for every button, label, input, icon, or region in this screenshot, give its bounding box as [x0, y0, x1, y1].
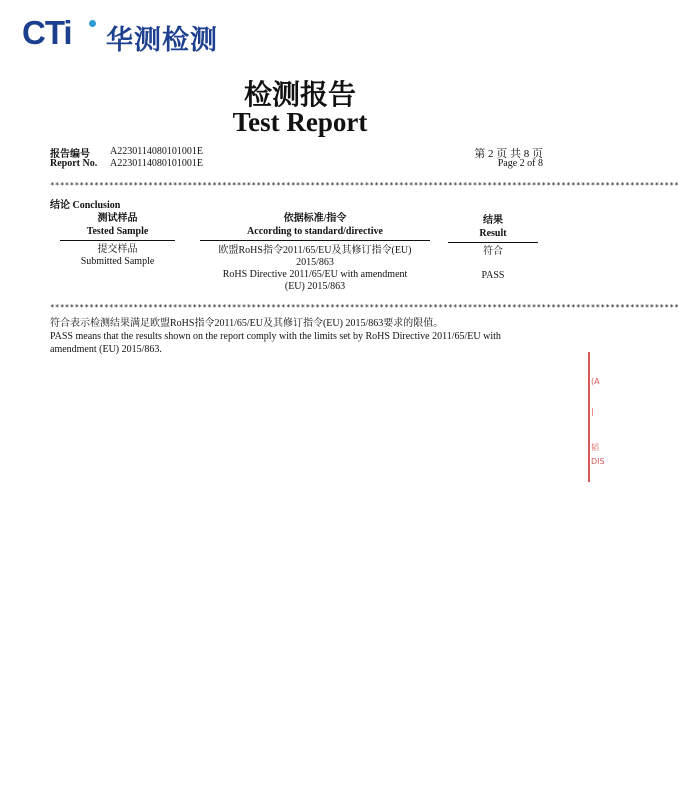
partial-seal-stamp	[588, 352, 605, 482]
header-underline	[60, 240, 175, 241]
seal-char: 韬	[591, 443, 599, 452]
seal-char: |	[591, 407, 594, 416]
cell-standard-cn-line2: 2015/863	[296, 257, 334, 268]
logo-latin-text: CTi	[22, 14, 72, 51]
report-number-label-cn: 报告编号	[50, 149, 90, 160]
cell-sample	[60, 244, 175, 268]
cell-standard-en-line2: (EU) 2015/863	[284, 281, 346, 292]
header-standard-en: According to standard/directive	[247, 226, 383, 237]
table-header-result	[448, 214, 538, 243]
conclusion-label: 结论 Conclusion	[50, 200, 121, 211]
header-result-cn: 结果	[483, 215, 503, 226]
cell-sample-cn: 提交样品	[97, 244, 138, 255]
table-header-tested-sample	[60, 212, 175, 241]
report-title-english: Test Report	[232, 107, 368, 137]
header-result-en: Result	[479, 228, 507, 239]
report-number-value-cn: A2230114080101001E	[110, 146, 203, 157]
cell-standard	[195, 245, 435, 293]
result-notes	[50, 318, 550, 357]
report-number-value-en: A2230114080101001E	[110, 158, 203, 169]
seal-char: DIS	[591, 457, 605, 466]
header-underline	[448, 242, 538, 243]
cell-standard-en-line1: RoHS Directive 2011/65/EU with amendment	[222, 269, 408, 280]
header-tested-sample-cn: 测试样品	[97, 213, 138, 224]
cell-result-cn: 符合	[483, 246, 503, 257]
cell-result-spacer	[448, 258, 538, 270]
page-info-chinese: 第 2 页 共 8 页	[474, 148, 543, 160]
note-chinese: 符合表示检测结果满足欧盟RoHS指令2011/65/EU及其修订指令(EU) 2015/863要求的限值。	[50, 318, 444, 329]
company-logo	[22, 12, 222, 56]
cell-standard-cn-line1: 欧盟RoHS指令2011/65/EU及其修订指令(EU)	[218, 245, 412, 256]
table-header-standard	[200, 212, 430, 241]
page-info-english: Page 2 of 8	[497, 158, 543, 169]
cell-sample-en: Submitted Sample	[80, 256, 155, 267]
logo-chinese-text: 华测检测	[106, 25, 218, 56]
logo-dot-icon	[89, 20, 96, 27]
header-standard-cn: 依据标准/指令	[283, 213, 347, 224]
header-tested-sample-en: Tested Sample	[86, 226, 149, 237]
note-english-line2: amendment (EU) 2015/863.	[50, 344, 162, 355]
cell-result-en: PASS	[481, 270, 505, 281]
header-underline	[200, 240, 430, 241]
note-english-line1: PASS means that the results shown on the report comply with the limits set by RoHS Directive 2011/65/EU with	[50, 331, 501, 342]
separator-top: ********************************************************************************************************************************	[50, 181, 679, 190]
report-number-label-en: Report No.	[50, 158, 98, 169]
separator-bottom: ********************************************************************************************************************************	[50, 303, 679, 312]
seal-char: (A	[591, 377, 600, 386]
report-title-chinese: 检测报告	[243, 80, 356, 111]
cell-result	[448, 246, 538, 282]
